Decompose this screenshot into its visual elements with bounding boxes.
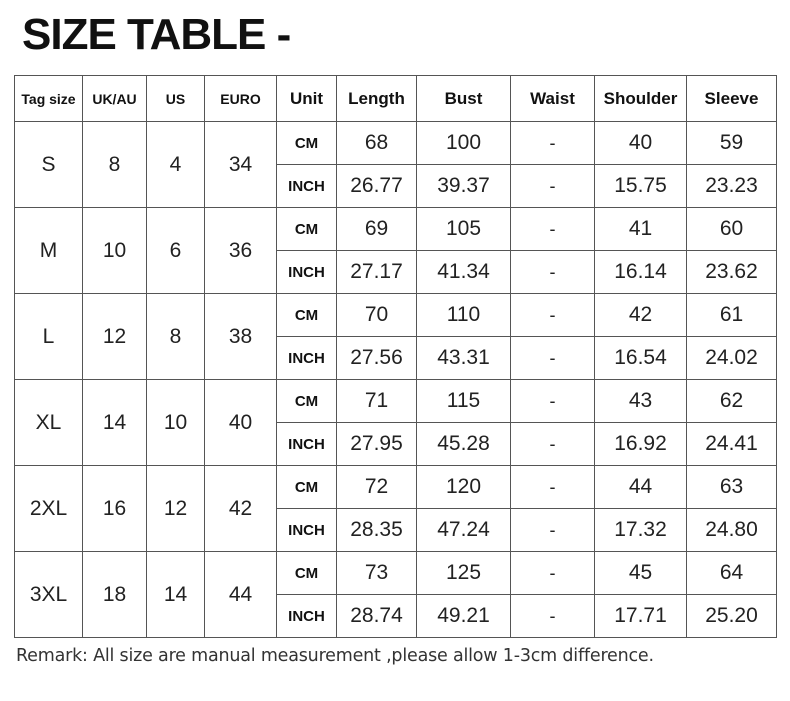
remark-note: Remark: All size are manual measurement ,please allow 1-3cm difference.: [16, 646, 654, 666]
length-cell: 26.77: [337, 165, 417, 208]
header-waist: Waist: [511, 76, 595, 122]
sleeve-cell: 24.41: [687, 423, 777, 466]
waist-cell: -: [511, 595, 595, 638]
header-shoulder: Shoulder: [595, 76, 687, 122]
table-row: [15, 380, 777, 423]
length-cell: 28.74: [337, 595, 417, 638]
tag-size-cell: 2XL: [15, 466, 83, 552]
sleeve-cell: 61: [687, 294, 777, 337]
waist-cell: -: [511, 337, 595, 380]
bust-cell: 41.34: [417, 251, 511, 294]
table-row: [15, 552, 777, 595]
bust-cell: 47.24: [417, 509, 511, 552]
header-uk-au: UK/AU: [83, 76, 147, 122]
sleeve-cell: 64: [687, 552, 777, 595]
bust-cell: 110: [417, 294, 511, 337]
unit-cell: CM: [277, 122, 337, 165]
waist-cell: -: [511, 423, 595, 466]
sleeve-cell: 60: [687, 208, 777, 251]
waist-cell: -: [511, 294, 595, 337]
tag-size-cell: XL: [15, 380, 83, 466]
unit-cell: INCH: [277, 509, 337, 552]
unit-cell: CM: [277, 552, 337, 595]
table-row: [15, 466, 777, 509]
us-cell: 6: [147, 208, 205, 294]
length-cell: 70: [337, 294, 417, 337]
tag-size-cell: 3XL: [15, 552, 83, 638]
sleeve-cell: 23.62: [687, 251, 777, 294]
tag-size-cell: S: [15, 122, 83, 208]
euro-cell: 44: [205, 552, 277, 638]
shoulder-cell: 16.54: [595, 337, 687, 380]
length-cell: 28.35: [337, 509, 417, 552]
bust-cell: 120: [417, 466, 511, 509]
waist-cell: -: [511, 552, 595, 595]
bust-cell: 105: [417, 208, 511, 251]
bust-cell: 115: [417, 380, 511, 423]
us-cell: 14: [147, 552, 205, 638]
unit-cell: CM: [277, 208, 337, 251]
header-us: US: [147, 76, 205, 122]
waist-cell: -: [511, 380, 595, 423]
sleeve-cell: 63: [687, 466, 777, 509]
sleeve-cell: 25.20: [687, 595, 777, 638]
header-sleeve: Sleeve: [687, 76, 777, 122]
shoulder-cell: 45: [595, 552, 687, 595]
unit-cell: CM: [277, 294, 337, 337]
us-cell: 10: [147, 380, 205, 466]
bust-cell: 45.28: [417, 423, 511, 466]
waist-cell: -: [511, 165, 595, 208]
tag-size-cell: M: [15, 208, 83, 294]
sleeve-cell: 23.23: [687, 165, 777, 208]
euro-cell: 40: [205, 380, 277, 466]
euro-cell: 34: [205, 122, 277, 208]
unit-cell: INCH: [277, 595, 337, 638]
uk-au-cell: 8: [83, 122, 147, 208]
shoulder-cell: 44: [595, 466, 687, 509]
unit-cell: INCH: [277, 423, 337, 466]
unit-cell: CM: [277, 466, 337, 509]
shoulder-cell: 17.32: [595, 509, 687, 552]
uk-au-cell: 14: [83, 380, 147, 466]
header-bust: Bust: [417, 76, 511, 122]
us-cell: 8: [147, 294, 205, 380]
unit-cell: INCH: [277, 251, 337, 294]
unit-cell: CM: [277, 380, 337, 423]
table-row: [15, 208, 777, 251]
waist-cell: -: [511, 208, 595, 251]
unit-cell: INCH: [277, 165, 337, 208]
unit-cell: INCH: [277, 337, 337, 380]
bust-cell: 100: [417, 122, 511, 165]
us-cell: 12: [147, 466, 205, 552]
bust-cell: 39.37: [417, 165, 511, 208]
length-cell: 73: [337, 552, 417, 595]
euro-cell: 42: [205, 466, 277, 552]
uk-au-cell: 18: [83, 552, 147, 638]
length-cell: 27.17: [337, 251, 417, 294]
bust-cell: 43.31: [417, 337, 511, 380]
table-row: [15, 294, 777, 337]
header-euro: EURO: [205, 76, 277, 122]
length-cell: 27.95: [337, 423, 417, 466]
length-cell: 68: [337, 122, 417, 165]
waist-cell: -: [511, 251, 595, 294]
header-row: [15, 76, 777, 122]
us-cell: 4: [147, 122, 205, 208]
shoulder-cell: 40: [595, 122, 687, 165]
header-unit: Unit: [277, 76, 337, 122]
shoulder-cell: 17.71: [595, 595, 687, 638]
shoulder-cell: 16.14: [595, 251, 687, 294]
length-cell: 72: [337, 466, 417, 509]
length-cell: 69: [337, 208, 417, 251]
header-length: Length: [337, 76, 417, 122]
euro-cell: 36: [205, 208, 277, 294]
waist-cell: -: [511, 466, 595, 509]
sleeve-cell: 62: [687, 380, 777, 423]
table-row: [15, 122, 777, 165]
shoulder-cell: 43: [595, 380, 687, 423]
header-tag-size: Tag size: [15, 76, 83, 122]
sleeve-cell: 24.80: [687, 509, 777, 552]
euro-cell: 38: [205, 294, 277, 380]
tag-size-cell: L: [15, 294, 83, 380]
shoulder-cell: 42: [595, 294, 687, 337]
shoulder-cell: 41: [595, 208, 687, 251]
shoulder-cell: 15.75: [595, 165, 687, 208]
sleeve-cell: 59: [687, 122, 777, 165]
bust-cell: 125: [417, 552, 511, 595]
length-cell: 71: [337, 380, 417, 423]
shoulder-cell: 16.92: [595, 423, 687, 466]
waist-cell: -: [511, 509, 595, 552]
bust-cell: 49.21: [417, 595, 511, 638]
waist-cell: -: [511, 122, 595, 165]
sleeve-cell: 24.02: [687, 337, 777, 380]
uk-au-cell: 10: [83, 208, 147, 294]
uk-au-cell: 12: [83, 294, 147, 380]
size-table: [14, 75, 777, 638]
length-cell: 27.56: [337, 337, 417, 380]
uk-au-cell: 16: [83, 466, 147, 552]
page-title: SIZE TABLE -: [22, 10, 291, 59]
